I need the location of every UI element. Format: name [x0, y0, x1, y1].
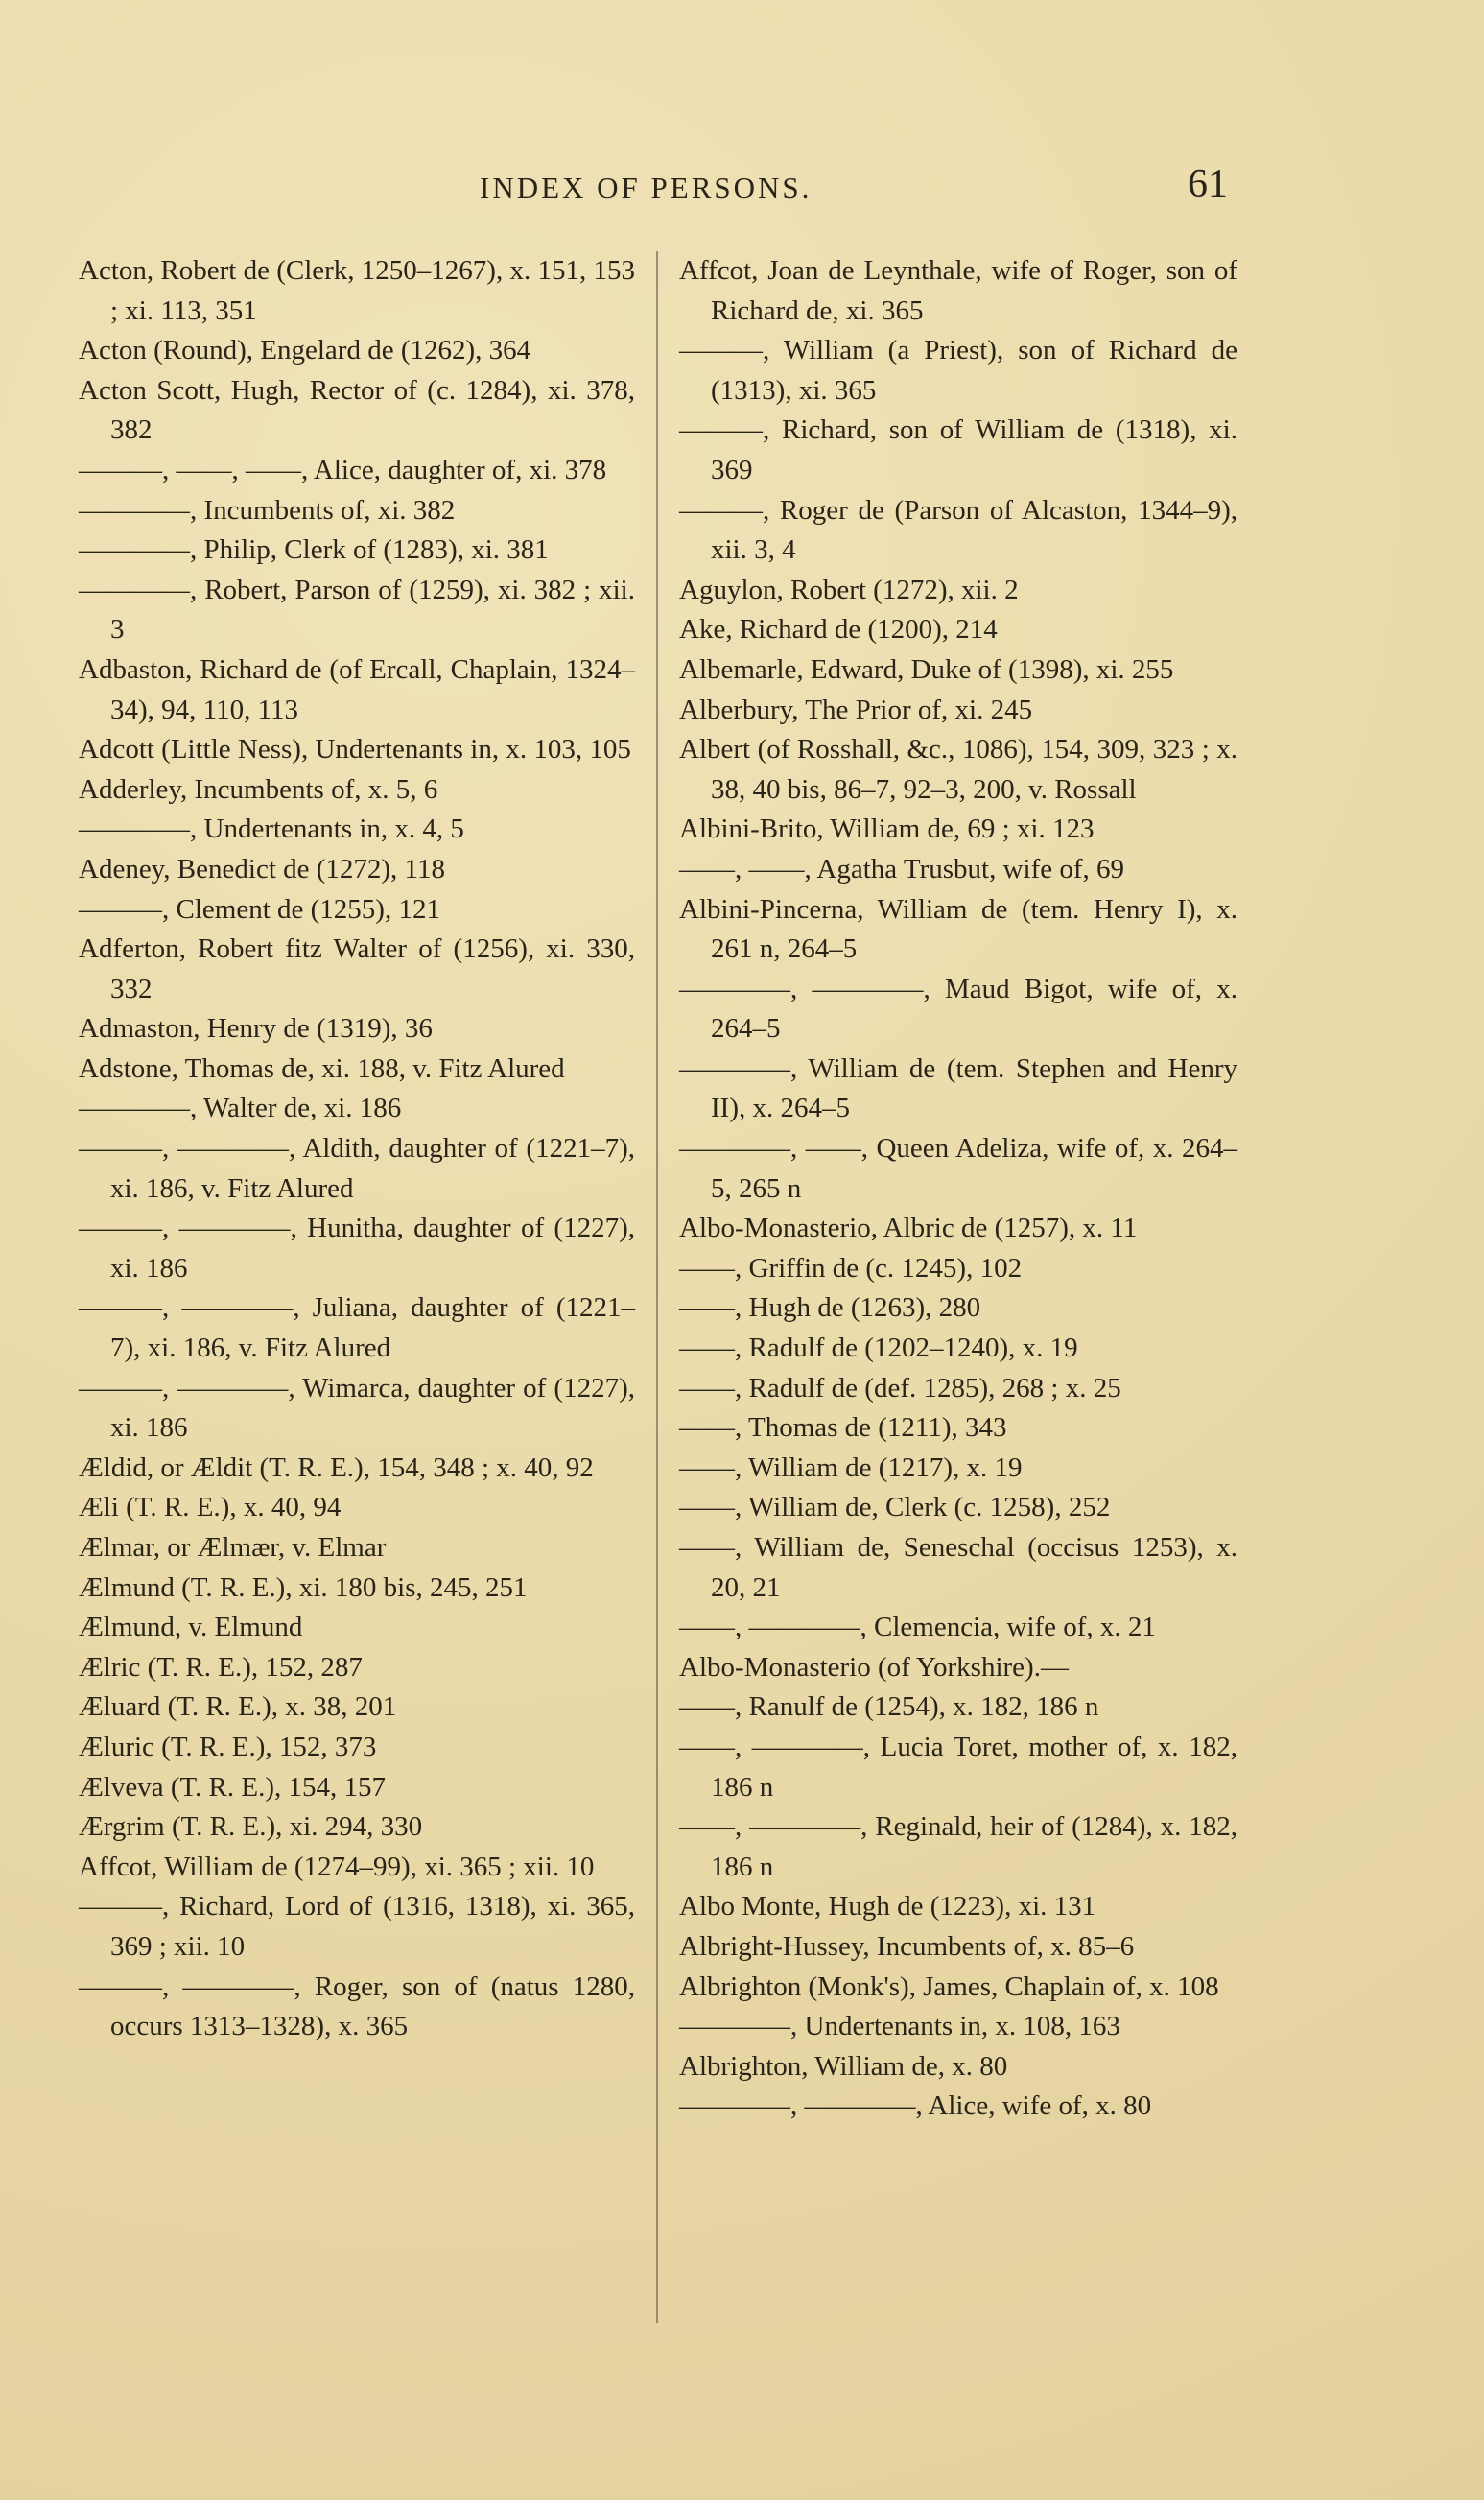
index-entry: Affcot, Joan de Leynthale, wife of Roger, son of Richard de, xi. 365: [679, 255, 1237, 326]
index-entry: Ældid, or Ældit (T. R. E.), 154, 348 ; x. 40, 92: [79, 1451, 594, 1483]
index-entry: Albini-Pincerna, William de (tem. Henry I), x. 261 n, 264–5: [679, 893, 1237, 965]
index-column-right: [679, 251, 1237, 2127]
index-entry: ———, ————, Aldith, daughter of (1221–7), xi. 186, v. Fitz Alured: [79, 1133, 635, 1204]
index-entry: ———, Roger de (Parson of Alcaston, 1344–9), xii. 3, 4: [679, 494, 1237, 566]
index-entry: Aguylon, Robert (1272), xii. 2: [679, 574, 1019, 605]
index-entry: Acton, Robert de (Clerk, 1250–1267), x. 151, 153 ; xi. 113, 351: [79, 255, 635, 326]
index-entry: Admaston, Henry de (1319), 36: [79, 1013, 433, 1045]
index-entry: Affcot, William de (1274–99), xi. 365 ; xii. 10: [79, 1851, 595, 1882]
index-entry: Adferton, Robert fitz Walter of (1256), xi. 330, 332: [79, 933, 635, 1004]
index-entry: Albert (of Rosshall, &c., 1086), 154, 309, 323 ; x. 38, 40 bis, 86–7, 92–3, 200, v. Rossall: [679, 734, 1237, 805]
index-entry: ——, William de, Seneschal (occisus 1253), x. 20, 21: [679, 1532, 1237, 1603]
index-entry: ————, Robert, Parson of (1259), xi. 382 ; xii. 3: [79, 574, 635, 646]
index-entry: ———, Clement de (1255), 121: [79, 893, 440, 925]
index-entry: ———, Richard, son of William de (1318), xi. 369: [679, 414, 1237, 485]
index-entry: ————, Undertenants in, x. 108, 163: [679, 2011, 1120, 2042]
index-entry: ———, William (a Priest), son of Richard de (1313), xi. 365: [679, 335, 1237, 406]
index-entry: Adstone, Thomas de, xi. 188, v. Fitz Alured: [79, 1052, 565, 1084]
index-entry: Adeney, Benedict de (1272), 118: [79, 853, 445, 884]
index-entry: Albini-Brito, William de, 69 ; xi. 123: [679, 814, 1095, 845]
index-entry: Adderley, Incumbents of, x. 5, 6: [79, 773, 438, 805]
index-entry: Adcott (Little Ness), Undertenants in, x. 103, 105: [79, 734, 631, 766]
index-entry: Albo Monte, Hugh de (1223), xi. 131: [679, 1891, 1096, 1922]
index-entry: Acton Scott, Hugh, Rector of (c. 1284), xi. 378, 382: [79, 374, 635, 446]
index-entry: ——, Thomas de (1211), 343: [679, 1412, 1007, 1444]
index-entry: ———, ——, ——, Alice, daughter of, xi. 378: [79, 454, 607, 485]
index-entry: ————, ——, Queen Adeliza, wife of, x. 264–5, 265 n: [679, 1133, 1237, 1204]
index-entry: ————, Undertenants in, x. 4, 5: [79, 814, 464, 845]
index-entry: Æluric (T. R. E.), 152, 373: [79, 1731, 377, 1762]
index-entry: Ælric (T. R. E.), 152, 287: [79, 1651, 363, 1683]
index-entry: Alberbury, The Prior of, xi. 245: [679, 694, 1033, 725]
index-entry: ————, ————, Maud Bigot, wife of, x. 264–5: [679, 973, 1237, 1045]
index-entry: Ærgrim (T. R. E.), xi. 294, 330: [79, 1811, 423, 1843]
index-entry: ——, Radulf de (1202–1240), x. 19: [679, 1333, 1078, 1364]
index-entry: ————, Philip, Clerk of (1283), xi. 381: [79, 534, 549, 566]
index-entry: ———, Richard, Lord of (1316, 1318), xi. 365, 369 ; xii. 10: [79, 1891, 635, 1962]
index-entry: ———, ————, Wimarca, daughter of (1227), xi. 186: [79, 1372, 635, 1444]
page-number: 61: [1188, 162, 1228, 206]
index-entry: ——, Ranulf de (1254), x. 182, 186 n: [679, 1691, 1099, 1723]
index-entry: Æli (T. R. E.), x. 40, 94: [79, 1492, 342, 1523]
index-entry: Albo-Monasterio (of Yorkshire).—: [679, 1651, 1069, 1683]
index-entry: ——, ————, Reginald, heir of (1284), x. 182, 186 n: [679, 1811, 1237, 1882]
index-entry: ——, Hugh de (1263), 280: [679, 1292, 981, 1324]
index-entry: Ælveva (T. R. E.), 154, 157: [79, 1771, 387, 1803]
column-divider: [656, 251, 658, 2323]
index-entry: Ake, Richard de (1200), 214: [679, 614, 998, 646]
index-entry: ——, ————, Clemencia, wife of, x. 21: [679, 1612, 1156, 1643]
index-entry: Albrighton, William de, x. 80: [679, 2050, 1008, 2082]
index-entry: Ælmund, v. Elmund: [79, 1612, 303, 1643]
index-entry: ——, Griffin de (c. 1245), 102: [679, 1252, 1023, 1284]
index-entry: Acton (Round), Engelard de (1262), 364: [79, 335, 531, 366]
page-header: [480, 161, 1228, 219]
index-entry: Adbaston, Richard de (of Ercall, Chaplain, 1324–34), 94, 110, 113: [79, 653, 635, 725]
index-entry: ——, ——, Agatha Trusbut, wife of, 69: [679, 853, 1124, 884]
index-entry: ———, ————, Juliana, daughter of (1221–7), xi. 186, v. Fitz Alured: [79, 1292, 635, 1364]
index-entry: Albo-Monasterio, Albric de (1257), x. 11: [679, 1213, 1138, 1244]
index-entry: Albrighton (Monk's), James, Chaplain of, x. 108: [679, 1970, 1219, 2002]
index-column-left: [79, 251, 635, 2047]
index-entry: ——, William de, Clerk (c. 1258), 252: [679, 1492, 1111, 1523]
index-entry: Ælmar, or Ælmær, v. Elmar: [79, 1532, 387, 1563]
index-entry: ——, ————, Lucia Toret, mother of, x. 182, 186 n: [679, 1731, 1237, 1803]
page-title: INDEX OF PERSONS.: [480, 171, 813, 204]
index-entry: ———, ————, Hunitha, daughter of (1227), xi. 186: [79, 1213, 635, 1284]
index-entry: Albemarle, Edward, Duke of (1398), xi. 255: [679, 653, 1174, 685]
index-entry: ——, William de (1217), x. 19: [679, 1451, 1023, 1483]
index-entry: ————, ————, Alice, wife of, x. 80: [679, 2090, 1152, 2122]
index-entry: ———, ————, Roger, son of (natus 1280, occurs 1313–1328), x. 365: [79, 1970, 635, 2042]
index-entry: Æluard (T. R. E.), x. 38, 201: [79, 1691, 397, 1723]
index-entry: Albright-Hussey, Incumbents of, x. 85–6: [679, 1930, 1135, 1962]
index-entry: ————, Incumbents of, xi. 382: [79, 494, 456, 526]
index-entry: Ælmund (T. R. E.), xi. 180 bis, 245, 251: [79, 1571, 528, 1603]
index-entry: ————, Walter de, xi. 186: [79, 1093, 402, 1124]
index-entry: ——, Radulf de (def. 1285), 268 ; x. 25: [679, 1372, 1121, 1403]
index-entry: ————, William de (tem. Stephen and Henry II), x. 264–5: [679, 1052, 1237, 1124]
